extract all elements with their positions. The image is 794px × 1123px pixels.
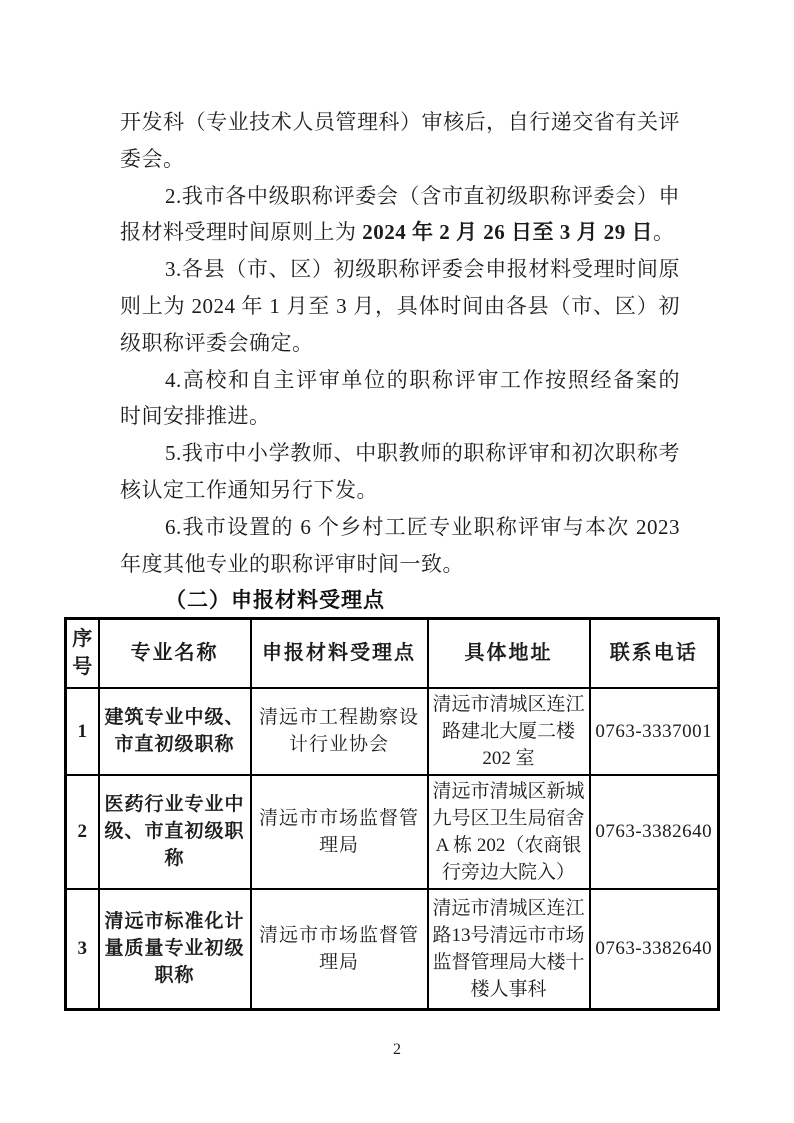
section-heading: （二）申报材料受理点 <box>165 588 385 613</box>
table-row <box>66 775 719 889</box>
acceptance-point-cell: 清远市市场监督管理局 <box>251 775 428 889</box>
text-line: 年度其他专业的职称评审时间一致。 <box>120 551 464 576</box>
column-header-phone: 联系电话 <box>590 619 719 688</box>
row-number-cell: 3 <box>66 889 99 1010</box>
column-header-major: 专业名称 <box>99 619 251 688</box>
row-number-cell: 2 <box>66 775 99 889</box>
table-header-row <box>66 619 719 688</box>
text-line: 则上为 2024 年 1 月至 3 月，具体时间由各县（市、区）初 <box>120 293 680 318</box>
text-line: 报材料受理时间原则上为 2024 年 2 月 26 日至 3 月 29 日。 <box>120 220 675 245</box>
major-name-cell: 清远市标准化计量质量专业初级职称 <box>99 889 251 1010</box>
row-number-cell: 1 <box>66 688 99 775</box>
major-name-cell: 建筑专业中级、市直初级职称 <box>99 688 251 775</box>
text-line: 5.我市中小学教师、中职教师的职称评审和初次职称考 <box>165 441 680 466</box>
table-row <box>66 889 719 1010</box>
text-line: 4.高校和自主评审单位的职称评审工作按照经备案的 <box>165 367 680 392</box>
bold-date: 2024 年 2 月 26 日至 3 月 29 日 <box>362 220 653 245</box>
phone-cell: 0763-3382640 <box>590 775 719 889</box>
text-line: 级职称评委会确定。 <box>120 330 314 355</box>
text-line: 开发科（专业技术人员管理科）审核后，自行递交省有关评 <box>120 110 680 134</box>
address-cell: 清远市清城区连江路13号清远市市场监督管理局大楼十楼人事科 <box>428 889 590 1010</box>
acceptance-point-cell: 清远市市场监督管理局 <box>251 889 428 1010</box>
address-cell: 清远市清城区新城九号区卫生局宿舍 A 栋 202（农商银行旁边大院入） <box>428 775 590 889</box>
column-header-no: 序号 <box>66 619 99 688</box>
column-header-address: 具体地址 <box>428 619 590 688</box>
body-text <box>120 104 680 619</box>
phone-cell: 0763-3382640 <box>590 889 719 1010</box>
acceptance-table <box>64 617 720 1011</box>
major-name-cell: 医药行业专业中级、市直初级职称 <box>99 775 251 889</box>
text-line: 3.各县（市、区）初级职称评委会申报材料受理时间原 <box>165 257 680 282</box>
phone-cell: 0763-3337001 <box>590 688 719 775</box>
address-cell: 清远市清城区连江路建北大厦二楼 202 室 <box>428 688 590 775</box>
text-line: 委会。 <box>120 146 185 171</box>
table-row <box>66 688 719 775</box>
text-line: 6.我市设置的 6 个乡村工匠专业职称评审与本次 2023 <box>165 514 680 539</box>
page-number: 2 <box>393 1041 401 1058</box>
acceptance-point-cell: 清远市工程勘察设计行业协会 <box>251 688 428 775</box>
text-line: 核认定工作通知另行下发。 <box>120 477 378 502</box>
text-line: 时间安排推进。 <box>120 404 271 429</box>
column-header-point: 申报材料受理点 <box>251 619 428 688</box>
text-line: 2.我市各中级职称评委会（含市直初级职称评委会）申 <box>165 183 680 208</box>
